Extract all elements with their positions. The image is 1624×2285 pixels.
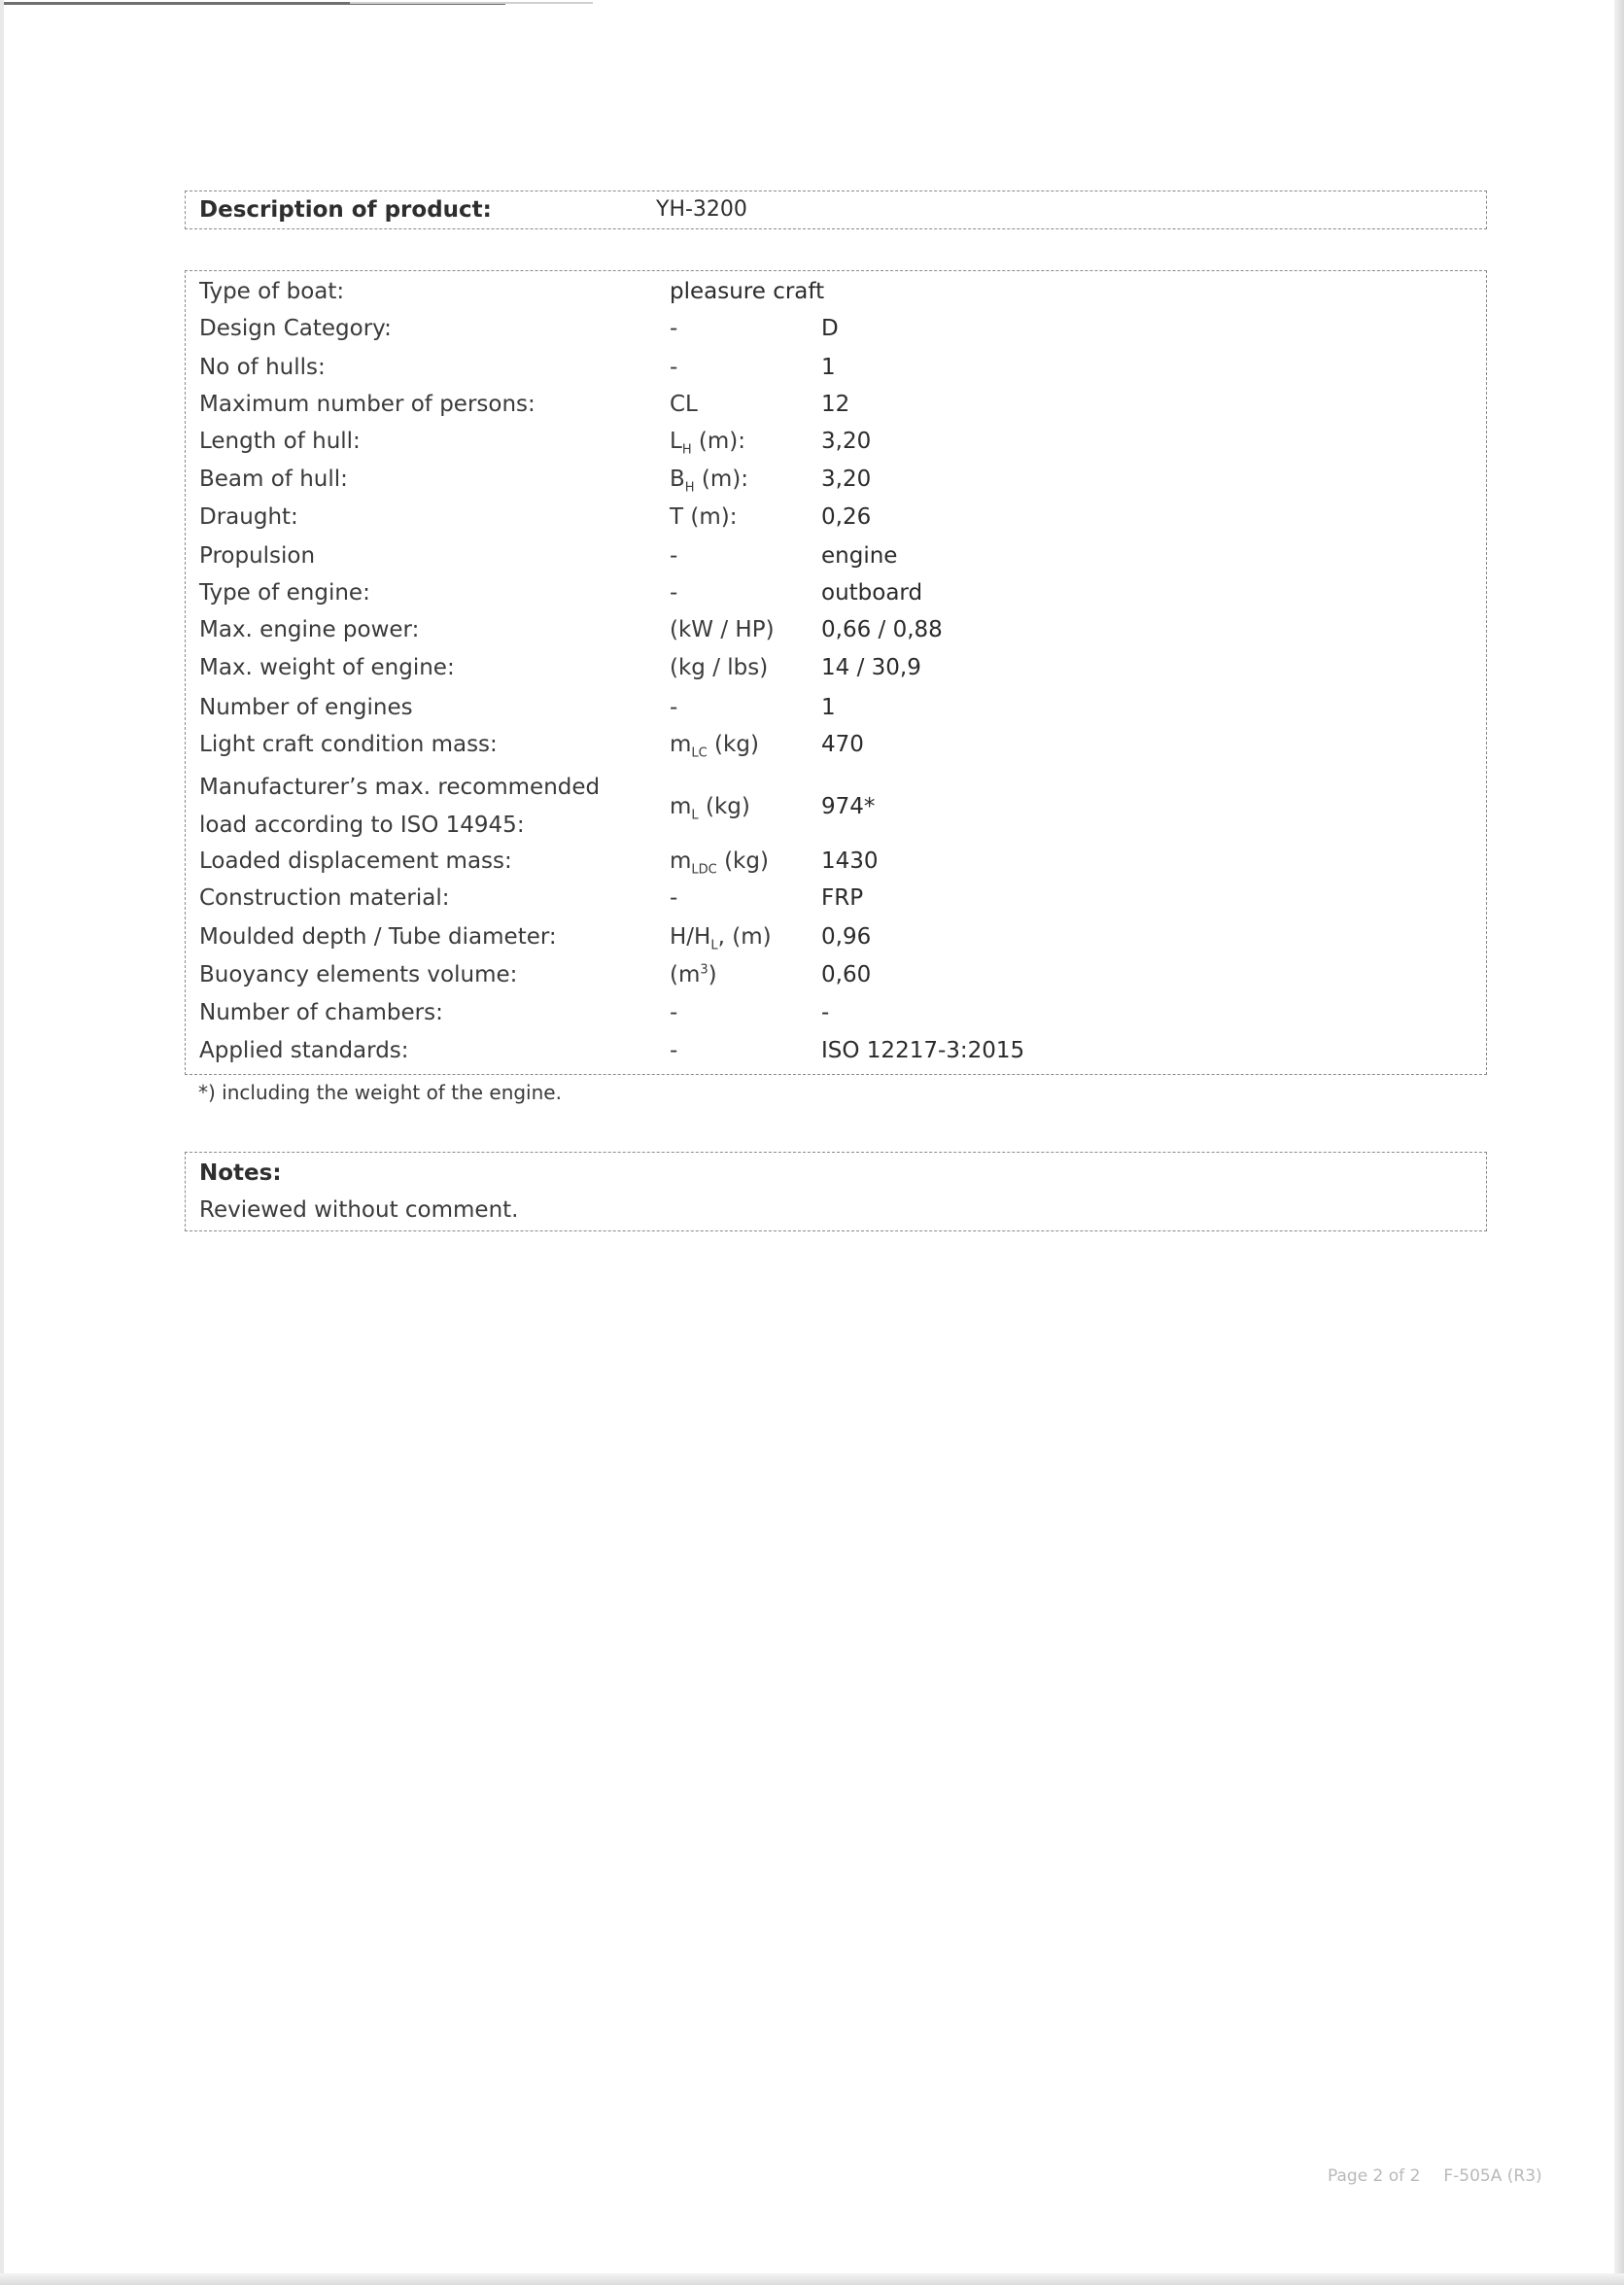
spec-value: 0,96 (821, 924, 872, 950)
spec-value: - (821, 1000, 830, 1025)
spec-value: 3,20 (821, 429, 872, 454)
spec-value: engine (821, 543, 898, 569)
product-description-box (185, 190, 1487, 229)
spec-label: Type of boat: (199, 279, 345, 304)
spec-value: 1 (821, 695, 836, 720)
spec-label: No of hulls: (199, 355, 326, 380)
spec-label: Loaded displacement mass: (199, 848, 512, 874)
spec-label: Propulsion (199, 543, 316, 569)
spec-label: Manufacturer’s max. recommended load according to ISO 14945: (199, 775, 601, 838)
spec-label: Light craft condition mass: (199, 732, 498, 757)
spec-row-buoyancy-volume (199, 962, 1486, 999)
spec-symbol: $H/H_L$, (m) (670, 924, 772, 953)
spec-label: Type of engine: (199, 580, 370, 606)
spec-value: 1430 (821, 848, 879, 874)
spec-value: 12 (821, 392, 850, 417)
spec-label: Moulded depth / Tube diameter: (199, 924, 557, 950)
spec-label: Beam of hull: (199, 467, 348, 492)
spec-value: 470 (821, 732, 864, 757)
spec-row-number-of-chambers (199, 1000, 1486, 1037)
spec-value: 0,60 (821, 962, 872, 987)
spec-symbol: $m_L$ (kg) (670, 794, 750, 823)
spec-symbol: (kg / lbs) (670, 655, 769, 680)
spec-symbol: - (670, 355, 678, 380)
spec-row-max-weight-of-engine (199, 655, 1486, 692)
spec-row-beam-of-hull (199, 467, 1486, 503)
spec-symbol: - (670, 580, 678, 606)
spec-value: 1 (821, 355, 836, 380)
product-description-label: Description of product: (199, 197, 492, 223)
spec-symbol: $m_{LDC}$ (kg) (670, 848, 769, 878)
spec-symbol: pleasure craft (670, 279, 825, 304)
scan-edge-bottom (0, 2273, 1624, 2285)
spec-value: 3,20 (821, 467, 872, 492)
spec-row-max-recommended-load (199, 775, 1486, 850)
spec-row-max-persons (199, 392, 1486, 429)
spec-label: Design Category: (199, 316, 392, 341)
spec-value: 0,66 / 0,88 (821, 617, 943, 642)
spec-value: ISO 12217-3:2015 (821, 1038, 1025, 1063)
spec-label: Maximum number of persons: (199, 392, 536, 417)
spec-row-max-engine-power (199, 617, 1486, 654)
spec-label: Max. weight of engine: (199, 655, 455, 680)
spec-row-number-of-engines (199, 695, 1486, 732)
spec-label: Number of chambers: (199, 1000, 443, 1025)
spec-label: Length of hull: (199, 429, 361, 454)
page-number: Page 2 of 2 (1328, 2166, 1421, 2186)
spec-row-propulsion (199, 543, 1486, 580)
spec-label: Max. engine power: (199, 617, 420, 642)
spec-label: Number of engines (199, 695, 413, 720)
spec-row-construction-material (199, 885, 1486, 922)
notes-box (185, 1152, 1487, 1231)
spec-symbol: - (670, 543, 678, 569)
footnote: *) including the weight of the engine. (198, 1081, 562, 1104)
spec-symbol: - (670, 885, 678, 911)
spec-row-type-of-engine (199, 580, 1486, 617)
spec-symbol: $(m^3)$ (670, 962, 717, 987)
spec-symbol: - (670, 1000, 678, 1025)
spec-row-no-of-hulls (199, 355, 1486, 392)
spec-value: 974* (821, 794, 876, 819)
spec-value: 0,26 (821, 504, 872, 530)
scan-edge-top-faint (350, 2, 593, 4)
spec-row-length-of-hull (199, 429, 1486, 466)
spec-symbol: - (670, 695, 678, 720)
spec-value: FRP (821, 885, 864, 911)
spec-symbol: $B_H$ (m): (670, 467, 748, 496)
spec-label: Construction material: (199, 885, 450, 911)
spec-row-moulded-depth (199, 924, 1486, 961)
spec-symbol: - (670, 316, 678, 341)
spec-label: Applied standards: (199, 1038, 409, 1063)
spec-symbol: $m_{LC}$ (kg) (670, 732, 759, 761)
spec-label: Draught: (199, 504, 298, 530)
spec-symbol: - (670, 1038, 678, 1063)
spec-row-light-craft-mass (199, 732, 1486, 769)
spec-symbol: CL (670, 392, 698, 417)
spec-symbol: T (m): (670, 504, 738, 530)
spec-value: D (821, 316, 839, 341)
spec-value: outboard (821, 580, 923, 606)
scan-edge-right (1614, 0, 1624, 2285)
product-model-value: YH-3200 (656, 197, 747, 222)
notes-title: Notes: (199, 1160, 282, 1186)
page-footer (1328, 2166, 1542, 2186)
spec-row-type-of-boat (199, 279, 1486, 316)
scan-edge-left (0, 0, 4, 2285)
specification-table (185, 270, 1487, 1075)
spec-label: Buoyancy elements volume: (199, 962, 518, 987)
spec-row-loaded-displacement (199, 848, 1486, 885)
notes-text: Reviewed without comment. (199, 1197, 519, 1223)
spec-row-draught (199, 504, 1486, 541)
spec-symbol: $L_H$ (m): (670, 429, 746, 458)
form-code: F-505A (R3) (1443, 2166, 1542, 2186)
spec-value: 14 / 30,9 (821, 655, 921, 680)
spec-symbol: (kW / HP) (670, 617, 775, 642)
spec-row-applied-standards (199, 1038, 1486, 1075)
spec-row-design-category (199, 316, 1486, 353)
